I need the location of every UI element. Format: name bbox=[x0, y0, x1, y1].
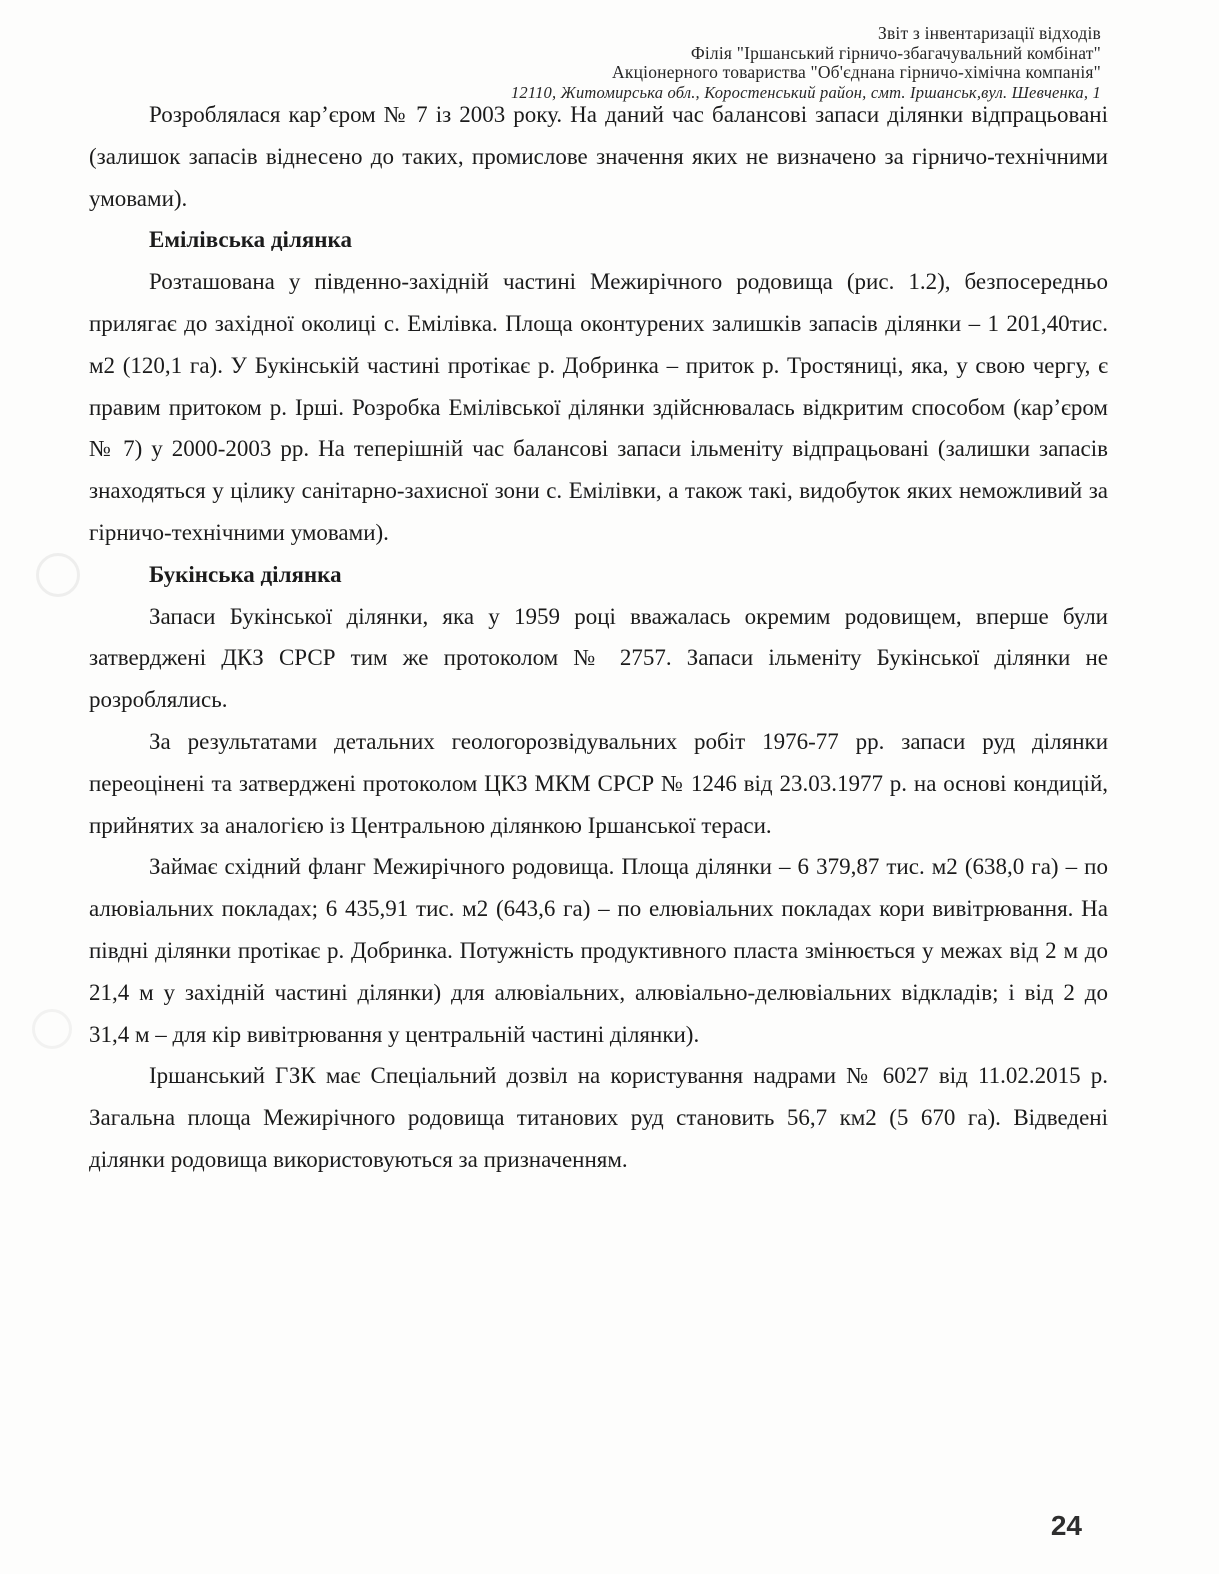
paragraph-bukinska-area: Займає східний фланг Межирічного родовища. Площа ділянки – 6 379,87 тис. м2 (638,0 га) – по алювіальних покладах; 6 435,91 тис. м2 (643,6 га) – по елювіальних покладах кори вивітрювання. На півдні ділянки протікає р. Добринка. Потужність продуктивного пласта змінюється у межах від 2 м до 21,4 м у західній частині ділянки) для алювіальних, алювіально-делювіальних відкладів; і від 2 до 31,4 м – для кір вивітрювання у центральній частині ділянки). bbox=[89, 854, 1108, 1047]
header-report-title: Звіт з інвентаризації відходів bbox=[878, 23, 1101, 43]
document-body bbox=[89, 94, 1108, 1181]
paragraph-emilivska-description: Розташована у південно-західній частині Межирічного родовища (рис. 1.2), безпосередньо прилягає до західної околиці с. Емілівка. Площа оконтурених залишків запасів ділянки – 1 201,40тис. м2 (120,1 га). У Букінській частині протікає р. Добринка – приток р. Тростяниці, яка, у свою чергу, є правим притоком р. Ірші. Розробка Емілівської ділянки здійснювалась відкритим способом (кар’єром № 7) у 2000-2003 рр. На теперішній час балансові запаси ільменіту відпрацьовані (залишки запасів знаходяться у цілику санітарно-захисної зони с. Емілівки, а також такі, видобуток яких неможливий за гірничо-технічними умовами). bbox=[89, 269, 1108, 545]
paragraph-license: Іршанський ГЗК має Спеціальний дозвіл на користування надрами № 6027 від 11.02.2015 р. Загальна площа Межирічного родовища титанових руд становить 56,7 км2 (5 670 га). Відведені ділянки родовища використовуються за призначенням. bbox=[89, 1063, 1108, 1172]
header-branch-name: Філія "Іршанський гірничо-збагачувальний комбінат" bbox=[690, 42, 1101, 63]
scan-ring-artifact bbox=[36, 553, 80, 597]
header-company-name: Акціонерного товариства "Об'єднана гірничо-хімічна компанія" bbox=[612, 62, 1101, 82]
document-header bbox=[511, 24, 1101, 102]
section-heading-emilivska: Емілівська ділянка bbox=[149, 227, 352, 253]
paragraph-bukinska-revaluation: За результатами детальних геологорозвідувальних робіт 1976-77 рр. запаси руд ділянки переоцінені та затверджені протоколом ЦКЗ МКМ СРСР № 1246 від 23.03.1977 р. на основі кондицій, прийнятих за аналогією із Центральною ділянкою Іршанської тераси. bbox=[89, 728, 1108, 838]
paragraph-bukinska-reserves: Запаси Букінської ділянки, яка у 1959 році вважалась окремим родовищем, вперше були затверджені ДКЗ СРСР тим же протоколом № 2757. Запаси ільменіту Букінської ділянки не розроблялись. bbox=[89, 603, 1108, 713]
section-heading-bukinska: Букінська ділянка bbox=[149, 561, 342, 587]
header-address: 12110, Житомирська обл., Коростенський район, смт. Іршанськ,вул. Шевченка, 1 bbox=[510, 82, 1101, 102]
paragraph-intro: Розроблялася кар’єром № 7 із 2003 року. На даний час балансові запаси ділянки відпрацьовані (залишок запасів віднесено до таких, промислове значення яких не визначено за гірничо-технічними умовами). bbox=[89, 102, 1108, 211]
scan-ring-artifact bbox=[32, 1009, 72, 1049]
page-number: 24 bbox=[1050, 1510, 1082, 1541]
